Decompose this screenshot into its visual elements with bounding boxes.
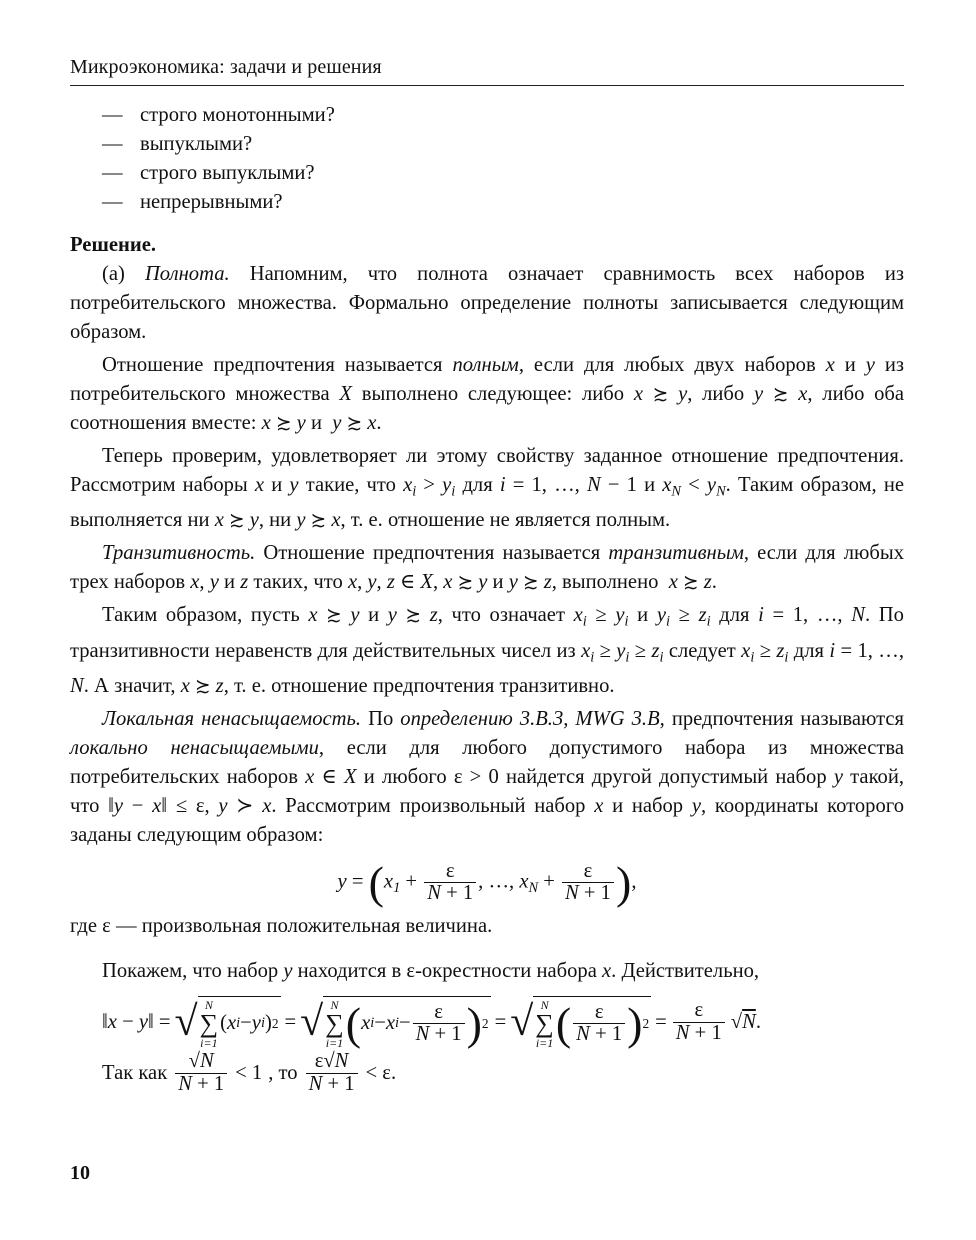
item-label: (а) — [102, 263, 125, 285]
paragraph-transitivity-definition: Транзитивность. Отношение предпочтения называется транзитивным, если для любых трех наборов x, y и z таких, что x, y, z ∈ X, x ≿ y и y ≿ z, выполнено x ≿ z. — [70, 542, 905, 594]
dash-list — [70, 101, 904, 217]
reference-definition: определению 3.B.3, MWG 3.B — [400, 707, 660, 730]
dash-marker: — — [102, 104, 123, 126]
paragraph-completeness-check: Теперь проверим, удовлетворяет ли этому свойству заданное отношение предпочтения. Рассмотрим наборы x и y такие, что $x_i > y_i$ для i = 1, …, N − 1 и $x_N < y_N$. Таким образом, не выполняется ни x ≿ y, ни y ≿ x, т. е. отношение не является полным. — [70, 445, 904, 532]
term-local-nonsatiation: Локальная ненасыщаемость. — [102, 707, 362, 730]
dash-list-item — [70, 159, 904, 188]
dash-item-text: строго выпуклыми? — [140, 162, 315, 184]
dash-list-item — [70, 130, 904, 159]
formula-y-definition: $y = (x_1$ + $\frac{\varepsilon}{N + 1}$ , …, $x_N$ + $\frac{\varepsilon}{N + 1}$ ), — [337, 856, 637, 908]
paragraph-neighbourhood: Покажем, что набор y находится в ε-окрестности набора x. Действительно, — [102, 959, 760, 982]
term-locally-nonsatiated: локально ненасыщаемыми — [70, 736, 319, 759]
dash-list-item — [70, 101, 904, 130]
term-completeness: Полнота. — [144, 263, 230, 285]
paragraph-transitivity-proof: Таким образом, пусть x ≿ y и y ≿ z, что означает $x_i \ge y_i$ и $y_i \ge z_i$ для i = 1, …, N. По транзитивности неравенств для действительных чисел из $x_i \ge y_i \ge z_i$ следует $x_i \ge z_i$ для i = 1, …, N. А значит, x ≿ z, т. е. отношение предпочтения транзитивно. — [70, 604, 904, 697]
term-transitive: транзитивным — [608, 542, 744, 565]
term-transitivity: Транзитивность. — [102, 542, 256, 565]
dash-item-text: строго монотонными? — [140, 104, 335, 126]
final-inequality: Так как $\frac{√N}{N + 1}$ < 1 , то $\frac{\varepsilon√N}{N + 1}$ < ε. — [102, 1049, 397, 1095]
solution-heading: Решение. — [70, 234, 156, 256]
formula-norm-computation: ‖x − y‖ = √ N ∑ i=1 ( x i − y i ) 2 = √ N ∑ i=1 ( x i − x i − $\frac{\varepsilon}{N + 1}$ ) 2 = √ N ∑ i=1 ( $\frac{\varepsilon}{N + 1}$ ) 2 = $\frac{\varepsilon}{N + 1}$ √N. — [102, 997, 761, 1050]
dash-marker: — — [102, 162, 123, 184]
paragraph-completeness-definition: Отношение предпочтения называется полным, если для любых двух наборов x и y из потребительского множества X выполнено следующее: либо x ≿ y, либо y ≿ x, либо оба соотношения вместе: x ≿ y и y ≿ x. — [70, 354, 905, 434]
page-body — [70, 101, 904, 1095]
paragraph-epsilon-note: где ε — произвольная положительная величина. — [70, 914, 493, 937]
dash-marker: — — [102, 191, 123, 213]
page-number: 10 — [70, 1162, 90, 1184]
paragraph-completeness-intro: (а) Полнота. Напомним, что полнота означает сравнимость всех наборов из потребительского множества. Формально определение полноты записывается следующим образом. — [70, 263, 904, 343]
dash-list-item — [70, 188, 904, 217]
dash-marker: — — [102, 133, 123, 155]
paragraph-local-nonsatiation: Локальная ненасыщаемость. По определению 3.B.3, MWG 3.B, предпочтения называются локально ненасыщаемыми, если для любого допустимого набора из множества потребительских наборов x ∈ X и любого ε > 0 найдется другой допустимый набор y такой, что ‖y − x‖ ≤ ε, y ≻ x. Рассмотрим произвольный набор x и набор y, координаты которого заданы следующим образом: — [70, 707, 905, 846]
running-head: Микроэкономика: задачи и решения — [70, 56, 904, 86]
dash-item-text: выпуклыми? — [140, 133, 253, 155]
term-complete: полным — [452, 354, 519, 376]
dash-item-text: непрерывными? — [140, 191, 283, 213]
page — [70, 0, 904, 1240]
